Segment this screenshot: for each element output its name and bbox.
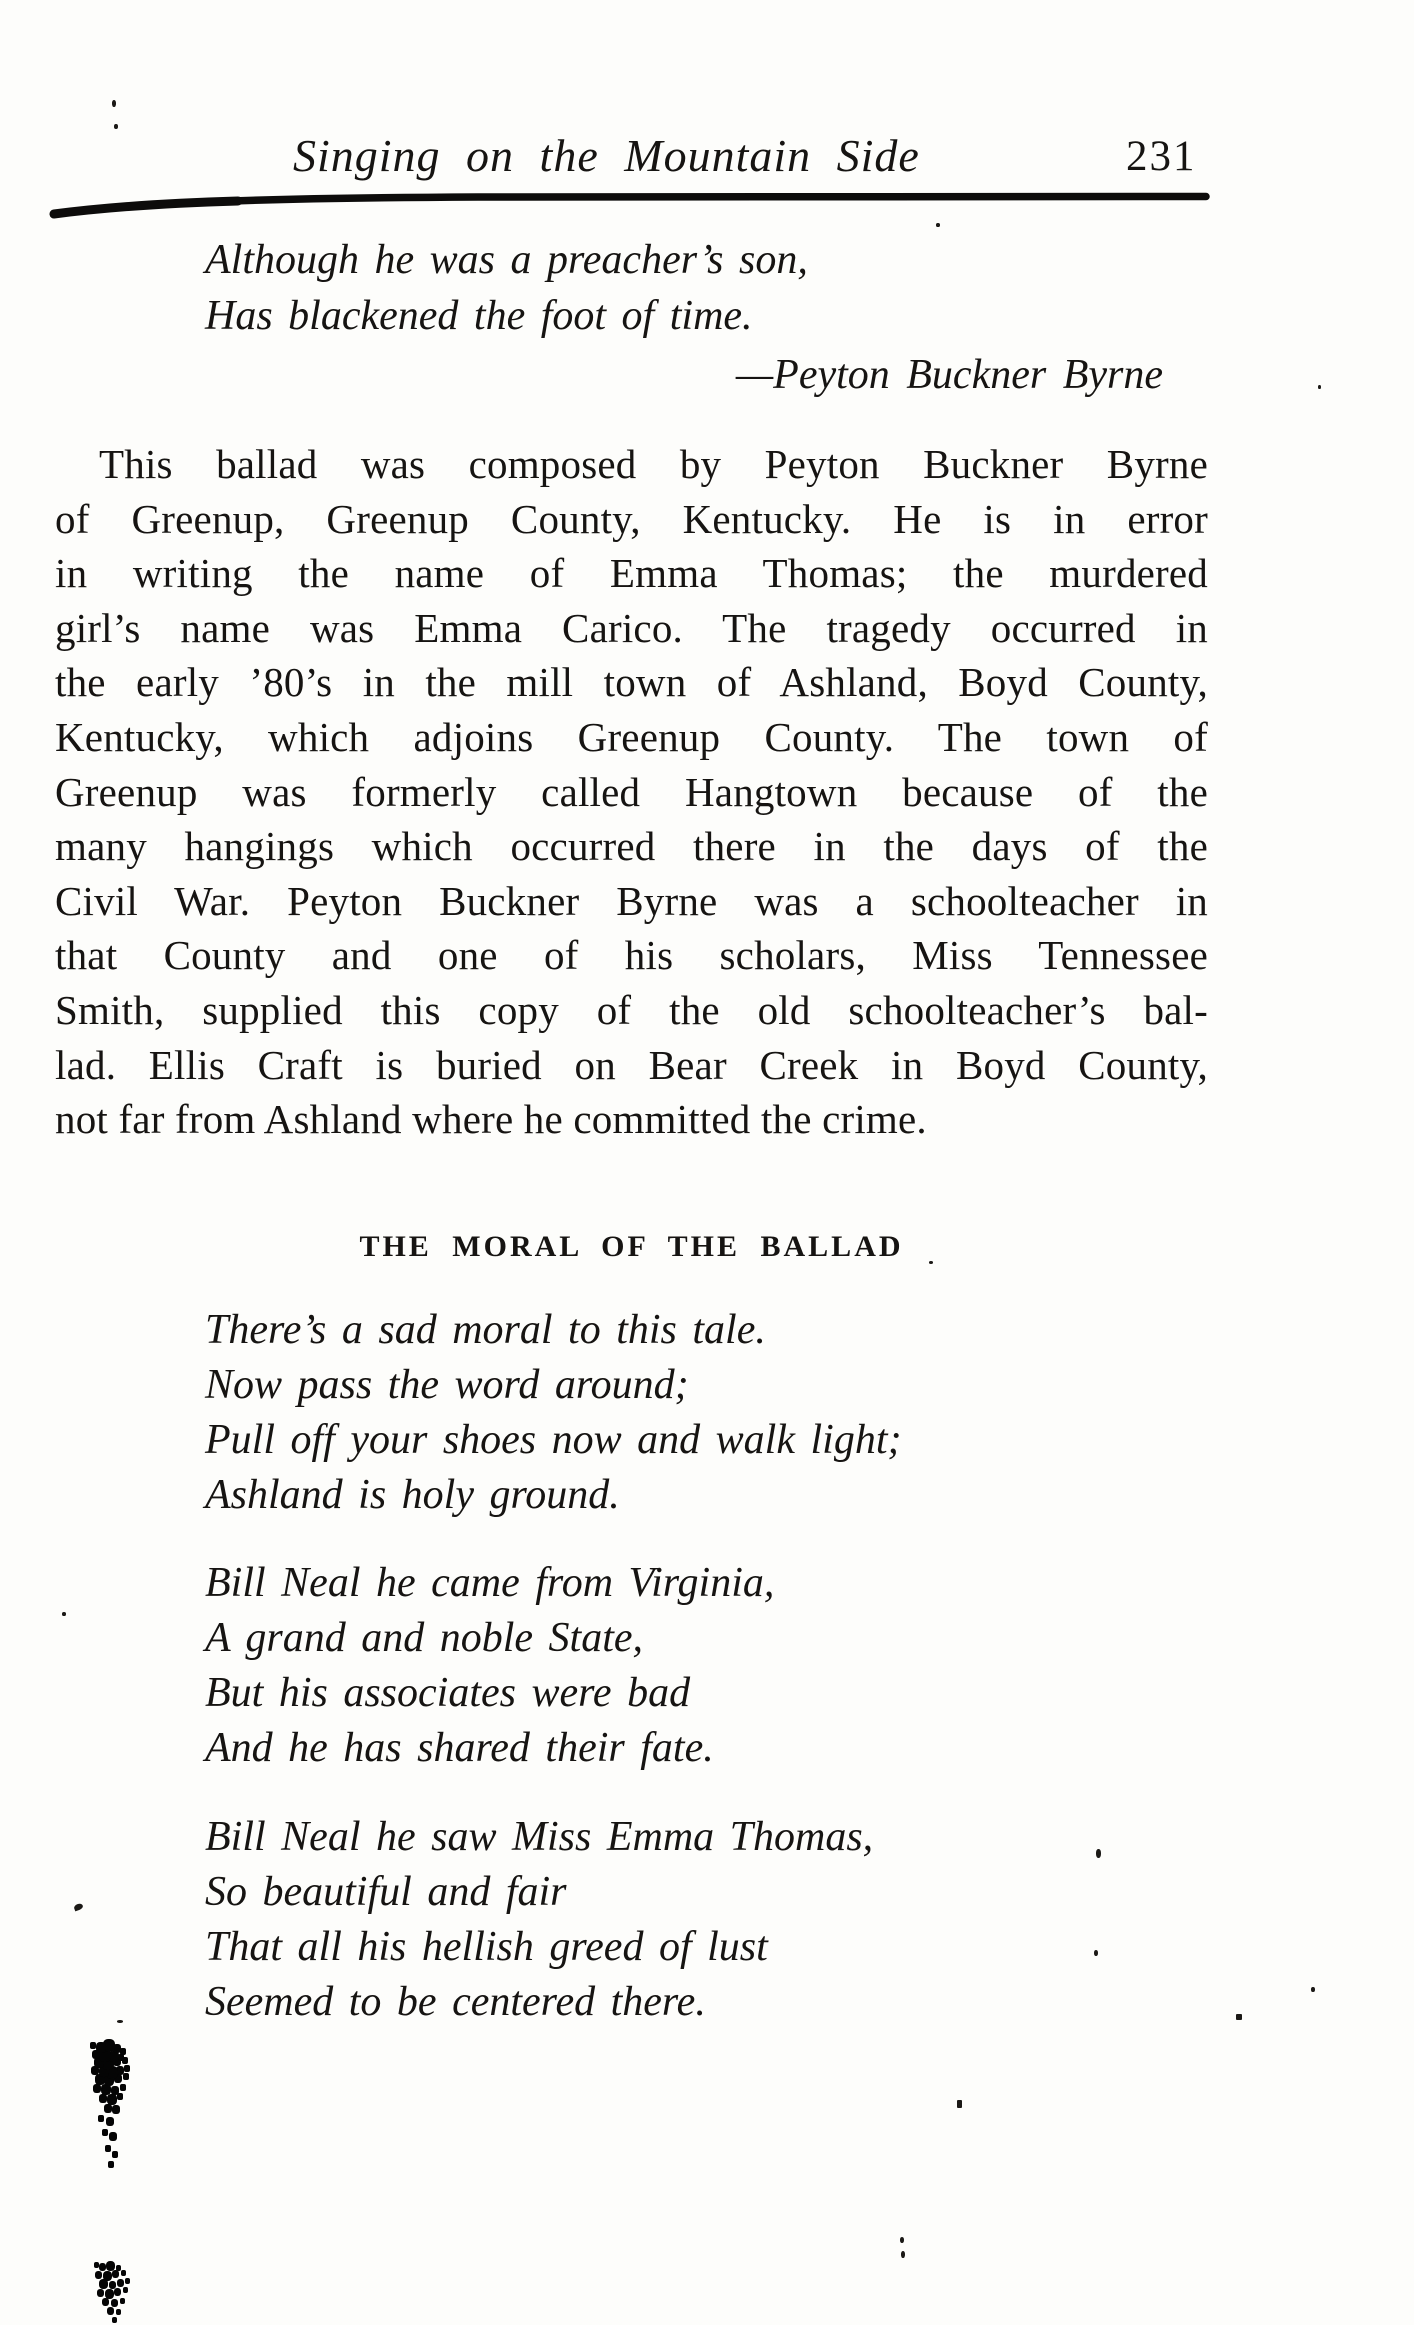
scan-speck	[1311, 1987, 1315, 1992]
scan-speck	[112, 100, 116, 107]
ballad-stanza	[205, 1810, 873, 2030]
section-heading: THE MORAL OF THE BALLAD	[359, 1230, 904, 1263]
scan-speck	[929, 1261, 933, 1264]
scan-speck	[936, 223, 940, 227]
scan-speck	[900, 2237, 904, 2243]
paragraph-line: Smith, supplied this copy of the old schoolteacher’s bal-	[55, 986, 1208, 1033]
paragraph-line: that County and one of his scholars, Miss Tennessee	[55, 932, 1208, 979]
scan-speck	[114, 124, 118, 129]
scan-speck	[1094, 1950, 1098, 1956]
epigraph-line: Has blackened the foot of time.	[205, 293, 753, 339]
paragraph-line: lad. Ellis Craft is buried on Bear Creek in Boyd County,	[55, 1041, 1208, 1088]
paragraph-line: This ballad was composed by Peyton Buckner Byrne	[99, 441, 1208, 487]
verse-line: Pull off your shoes now and walk light;	[205, 1417, 902, 1463]
verse-line: Bill Neal he saw Miss Emma Thomas,	[205, 1814, 874, 1860]
verse-line: Seemed to be centered there.	[205, 1979, 706, 2025]
scan-speck	[117, 2020, 123, 2023]
ballad-stanza	[205, 1303, 901, 1523]
paragraph-line: many hangings which occurred there in the days of the	[55, 823, 1208, 870]
epigraph-line: Although he was a preacher’s son,	[205, 237, 808, 283]
paragraph-line: Kentucky, which adjoins Greenup County. The town of	[55, 713, 1208, 760]
paragraph-line: in writing the name of Emma Thomas; the murdered	[55, 550, 1208, 597]
ink-smudge	[94, 2262, 99, 2268]
scan-speck	[73, 1903, 84, 1912]
scan-speck	[1236, 2014, 1242, 2020]
ink-smudge	[90, 2042, 96, 2049]
paragraph-line: Civil War. Peyton Buckner Byrne was a schoolteacher in	[55, 877, 1208, 924]
verse-line: There’s a sad moral to this tale.	[205, 1307, 766, 1353]
scan-speck	[1318, 385, 1321, 389]
paragraph-line: the early ’80’s in the mill town of Ashland, Boyd County,	[55, 659, 1208, 706]
header-rule	[48, 190, 1212, 222]
verse-line: A grand and noble State,	[205, 1615, 644, 1661]
paragraph-line: Greenup was formerly called Hangtown because of the	[55, 768, 1208, 815]
paragraph-line: girl’s name was Emma Carico. The tragedy occurred in	[55, 604, 1208, 651]
page-number: 231	[1126, 133, 1197, 180]
scan-speck	[957, 2100, 962, 2108]
verse-line: Ashland is holy ground.	[205, 1472, 620, 1518]
verse-line: But his associates were bad	[205, 1670, 691, 1716]
epigraph-verse	[205, 232, 808, 344]
paragraph-line: of Greenup, Greenup County, Kentucky. He is in error	[55, 495, 1208, 542]
paragraph-line: not far from Ashland where he committed the crime.	[55, 1096, 927, 1143]
verse-line: Bill Neal he came from Virginia,	[205, 1560, 775, 1606]
verse-line: Now pass the word around;	[205, 1362, 689, 1408]
scan-speck	[62, 1612, 66, 1616]
scan-speck	[1096, 1849, 1101, 1858]
verse-line: And he has shared their fate.	[205, 1725, 714, 1771]
verse-line: That all his hellish greed of lust	[205, 1924, 768, 1970]
running-title: Singing on the Mountain Side	[293, 130, 920, 181]
epigraph-attribution: —Peyton Buckner Byrne	[735, 352, 1163, 398]
scan-speck	[901, 2251, 905, 2258]
verse-line: So beautiful and fair	[205, 1869, 567, 1915]
body-paragraph	[55, 437, 1208, 1147]
ballad-stanza	[205, 1556, 774, 1776]
